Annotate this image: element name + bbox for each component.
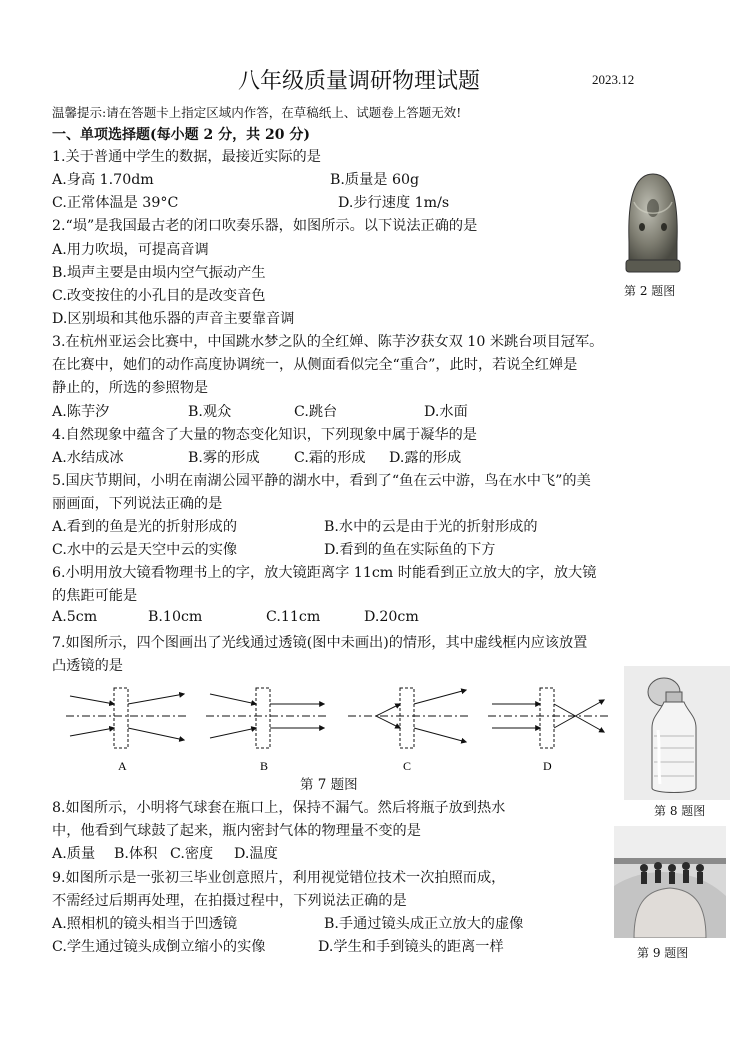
q9-option-c: C.学生通过镜头成倒立缩小的实像 xyxy=(52,939,266,955)
q2-option-d: D.区别埙和其他乐器的声音主要靠音调 xyxy=(52,311,295,327)
q2-stem: 2.“埙”是我国最古老的闭口吹奏乐器，如图所示。以下说法正确的是 xyxy=(52,218,478,234)
q1-option-d: D.步行速度 1m/s xyxy=(338,195,450,211)
q4-option-b: B.雾的形成 xyxy=(188,450,260,466)
xun-instrument-figure xyxy=(620,172,686,276)
q4-option-a: A.水结成冰 xyxy=(52,450,124,466)
q3-line-2: 在比赛中，她们的动作高度协调统一，从侧面看似完全“重合”，此时，若说全红婵是 xyxy=(52,357,578,373)
q8-option-d: D.温度 xyxy=(234,846,278,862)
q9-line-2: 不需经过后期再处理，在拍摄过程中，下列说法正确的是 xyxy=(52,893,407,909)
bottle-balloon-figure xyxy=(624,666,730,800)
q9-line-1: 9.如图所示是一张初三毕业创意照片，利用视觉错位技术一次拍照而成， xyxy=(52,870,506,886)
q9-figure-caption: 第 9 题图 xyxy=(637,946,689,960)
q3-option-b: B.观众 xyxy=(188,404,232,420)
q1-option-c: C.正常体温是 39°C xyxy=(52,195,179,211)
q3-option-c: C.跳台 xyxy=(294,404,338,420)
q8-option-a: A.质量 xyxy=(52,846,96,862)
q5-option-a: A.看到的鱼是光的折射形成的 xyxy=(52,519,238,535)
q3-option-a: A.陈芋汐 xyxy=(52,404,110,420)
q1-stem: 1.关于普通中学生的数据，最接近实际的是 xyxy=(52,149,321,165)
q7-lens-diagrams xyxy=(56,680,612,776)
q6-option-c: C.11cm xyxy=(266,609,321,625)
q2-figure-caption: 第 2 题图 xyxy=(624,284,676,298)
q9-option-d: D.学生和手到镜头的距离一样 xyxy=(318,939,504,955)
q6-option-a: A.5cm xyxy=(52,609,98,625)
q8-line-2: 中，他看到气球鼓了起来，瓶内密封气体的物理量不变的是 xyxy=(52,823,421,839)
q2-option-b: B.埙声主要是由埙内空气振动产生 xyxy=(52,265,266,281)
q1-option-b: B.质量是 60g xyxy=(330,172,420,188)
q4-option-d: D.露的形成 xyxy=(389,450,462,466)
q5-option-c: C.水中的云是天空中云的实像 xyxy=(52,542,238,558)
q1-option-a: A.身高 1.70dm xyxy=(52,172,154,188)
q2-option-c: C.改变按住的小孔目的是改变音色 xyxy=(52,288,266,304)
q9-option-a: A.照相机的镜头相当于凹透镜 xyxy=(52,916,238,932)
page-title: 八年级质量调研物理试题 xyxy=(238,69,481,94)
q5-line-1: 5.国庆节期间，小明在南湖公园平静的湖水中，看到了“鱼在云中游，鸟在水中飞”的美 xyxy=(52,473,591,489)
q7-figure-caption: 第 7 题图 xyxy=(300,777,358,793)
q5-option-d: D.看到的鱼在实际鱼的下方 xyxy=(324,542,496,558)
q3-option-d: D.水面 xyxy=(424,404,468,420)
q8-figure-caption: 第 8 题图 xyxy=(654,804,706,818)
q8-option-b: B.体积 xyxy=(114,846,158,862)
exam-tip: 温馨提示:请在答题卡上指定区域内作答，在草稿纸上、试题卷上答题无效! xyxy=(52,105,462,120)
q7-label-d: D xyxy=(543,759,552,773)
q3-line-1: 3.在杭州亚运会比赛中，中国跳水梦之队的全红婵、陈芋汐获女双 10 米跳台项目冠军。 xyxy=(52,334,604,350)
q7-label-b: B xyxy=(260,759,269,773)
section-heading: 一、单项选择题(每小题 2 分，共 20 分) xyxy=(52,127,310,143)
q8-option-c: C.密度 xyxy=(170,846,214,862)
graduation-photo-figure xyxy=(614,826,726,938)
q9-option-b: B.手通过镜头成正立放大的虚像 xyxy=(324,916,524,932)
q6-option-b: B.10cm xyxy=(148,609,203,625)
exam-date: 2023.12 xyxy=(592,72,635,87)
q7-label-c: C xyxy=(403,759,412,773)
q7-diagram-a xyxy=(66,688,186,748)
q6-line-2: 的焦距可能是 xyxy=(52,588,138,604)
q7-diagram-b xyxy=(206,688,326,748)
q8-line-1: 8.如图所示，小明将气球套在瓶口上，保持不漏气。然后将瓶子放到热水 xyxy=(52,800,506,816)
q5-option-b: B.水中的云是由于光的折射形成的 xyxy=(324,519,538,535)
q2-option-a: A.用力吹埙，可提高音调 xyxy=(52,242,209,258)
q4-stem: 4.自然现象中蕴含了大量的物态变化知识，下列现象中属于凝华的是 xyxy=(52,427,477,443)
q5-line-2: 丽画面，下列说法正确的是 xyxy=(52,496,223,512)
q6-option-d: D.20cm xyxy=(364,609,419,625)
q3-line-3: 静止的，所选的参照物是 xyxy=(52,380,209,396)
q6-line-1: 6.小明用放大镜看物理书上的字，放大镜距离字 11cm 时能看到正立放大的字，放大镜 xyxy=(52,565,597,581)
q7-diagram-d xyxy=(488,688,608,748)
q7-label-a: A xyxy=(118,759,127,773)
q7-line-1: 7.如图所示，四个图画出了光线通过透镜(图中未画出)的情形，其中虚线框内应该放置 xyxy=(52,635,588,651)
q7-diagram-c xyxy=(348,688,468,748)
q4-option-c: C.霜的形成 xyxy=(294,450,366,466)
q7-line-2: 凸透镜的是 xyxy=(52,658,123,674)
